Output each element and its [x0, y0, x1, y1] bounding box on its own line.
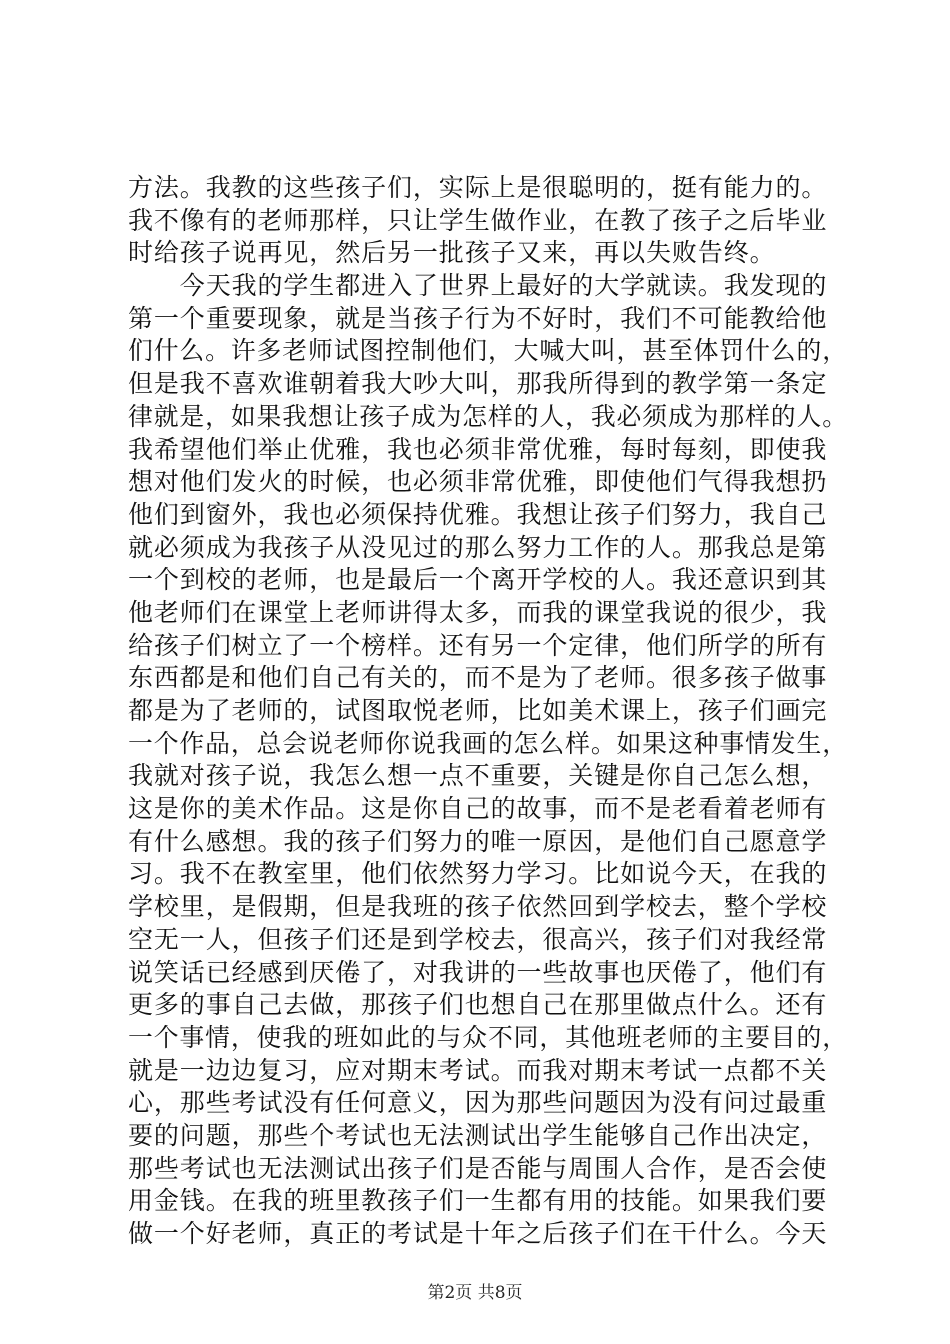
text-line: 更多的事自己去做，那孩子们也想自己在那里做点什么。还有	[128, 990, 828, 1020]
text-line: 这是你的美术作品。这是你自己的故事，而不是老看着老师有	[128, 794, 828, 824]
text-line: 一个作品，总会说老师你说我画的怎么样。如果这种事情发生，	[128, 728, 848, 758]
text-line: 心，那些考试没有任何意义，因为那些问题因为没有问过最重	[128, 1088, 828, 1118]
text-line: 他们到窗外，我也必须保持优雅。我想让孩子们努力，我自己	[128, 499, 828, 529]
text-line: 我希望他们举止优雅，我也必须非常优雅，每时每刻，即使我	[128, 434, 828, 464]
text-line: 们什么。许多老师试图控制他们，大喊大叫，甚至体罚什么的，	[128, 336, 848, 366]
text-line: 就是一边边复习，应对期末考试。而我对期末考试一点都不关	[128, 1055, 828, 1085]
text-line: 说笑话已经感到厌倦了，对我讲的一些故事也厌倦了，他们有	[128, 957, 828, 987]
text-line: 空无一人，但孩子们还是到学校去，很高兴，孩子们对我经常	[128, 924, 828, 954]
body-text	[128, 172, 848, 1251]
text-line: 都是为了老师的，试图取悦老师，比如美术课上，孩子们画完	[128, 696, 828, 725]
text-line: 学校里，是假期，但是我班的孩子依然回到学校去，整个学校	[128, 892, 828, 922]
text-line: 用金钱。在我的班里教孩子们一生都有用的技能。如果我们要	[128, 1186, 828, 1216]
text-line: 东西都是和他们自己有关的，而不是为了老师。很多孩子做事	[128, 663, 828, 693]
text-line: 他老师们在课堂上老师讲得太多，而我的课堂我说的很少，我	[128, 597, 828, 627]
text-line: 第一个重要现象，就是当孩子行为不好时，我们不可能教给他	[128, 303, 828, 333]
text-line: 我就对孩子说，我怎么想一点不重要，关键是你自己怎么想，	[128, 761, 828, 791]
text-line: 就必须成为我孩子从没见过的那么努力工作的人。那我总是第	[128, 532, 828, 562]
text-line: 时给孩子说再见，然后另一批孩子又来，再以失败告终。	[128, 238, 776, 268]
text-line: 一个到校的老师，也是最后一个离开学校的人。我还意识到其	[128, 565, 828, 595]
text-line: 一个事情，使我的班如此的与众不同，其他班老师的主要目的，	[128, 1022, 848, 1052]
text-line: 有什么感想。我的孩子们努力的唯一原因，是他们自己愿意学	[128, 826, 828, 856]
text-line: 做一个好老师，真正的考试是十年之后孩子们在干什么。今天	[128, 1219, 828, 1248]
text-line: 习。我不在教室里，他们依然努力学习。比如说今天，在我的	[128, 859, 828, 889]
text-line: 那些考试也无法测试出孩子们是否能与周围人合作，是否会使	[128, 1153, 828, 1183]
text-line: 但是我不喜欢谁朝着我大吵大叫，那我所得到的教学第一条定	[128, 369, 828, 399]
text-line: 我不像有的老师那样，只让学生做作业，在教了孩子之后毕业	[128, 205, 828, 235]
text-line: 给孩子们树立了一个榜样。还有另一个定律，他们所学的所有	[128, 630, 828, 660]
page-footer: 第2页 共8页	[427, 1283, 523, 1303]
text-line: 要的问题，那些个考试也无法测试出学生能够自己作出决定，	[128, 1120, 828, 1150]
text-line: 律就是，如果我想让孩子成为怎样的人，我必须成为那样的人。	[128, 401, 848, 431]
text-line: 方法。我教的这些孩子们，实际上是很聪明的，挺有能力的。	[128, 173, 828, 202]
text-line: 今天我的学生都进入了世界上最好的大学就读。我发现的	[128, 271, 828, 301]
text-line: 想对他们发火的时候，也必须非常优雅，即使他们气得我想扔	[128, 467, 828, 497]
